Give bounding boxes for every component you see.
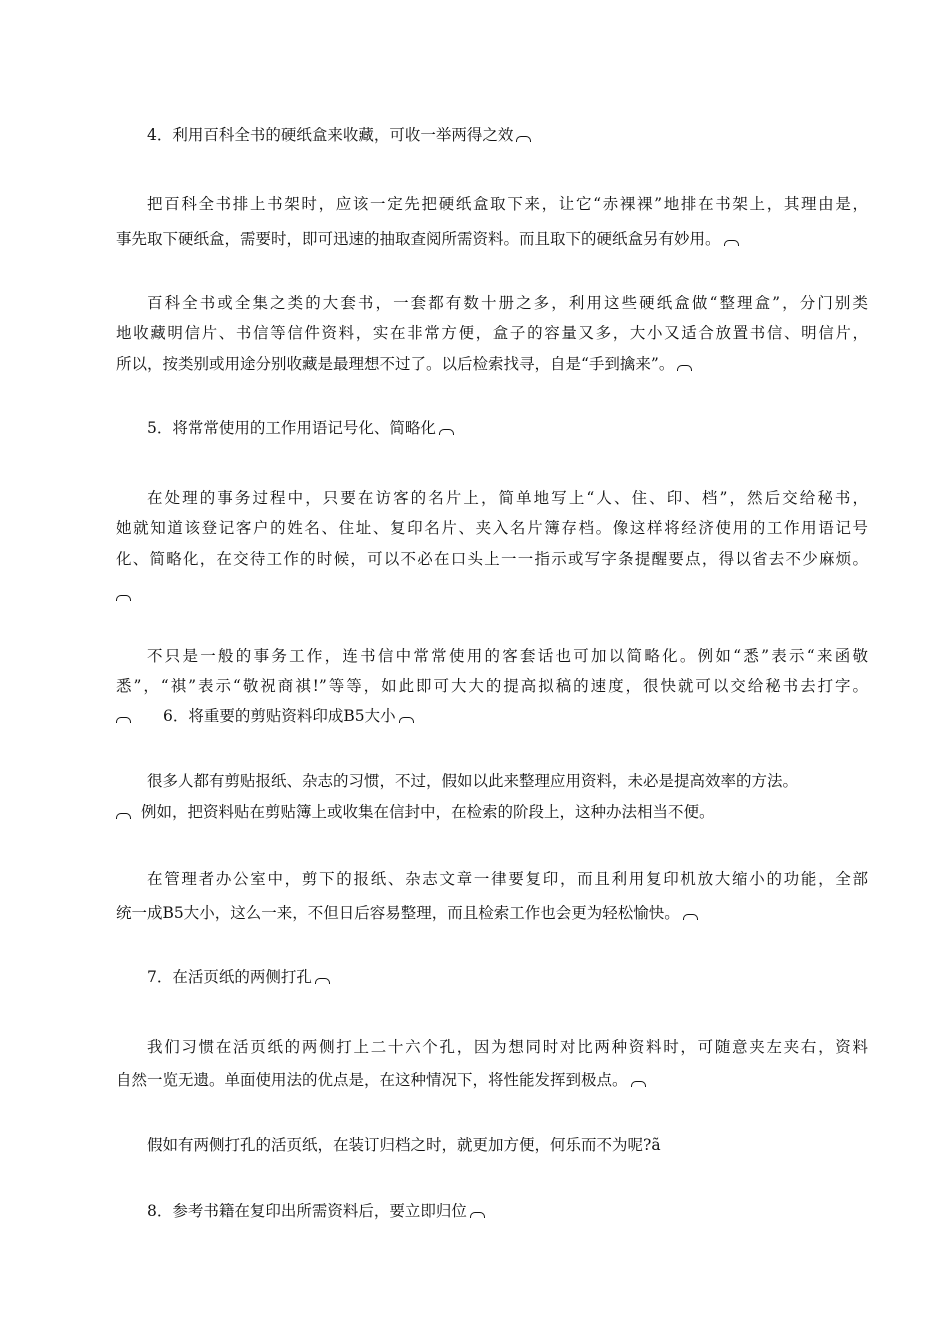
text-line: 例如，把资料贴在剪贴簿上或收集在信封中，在检索的阶段上，这种办法相当不便。 — [116, 801, 715, 823]
text-line: 所以，按类别或用途分别收藏是最理想不过了。以后检索找寻，自是“手到擒来”。 — [116, 353, 692, 375]
paragraph-mark-icon — [116, 595, 131, 601]
text-line: 在管理者办公室中，剪下的报纸、杂志文章一律要复印，而且利用复印机放大缩小的功能，全部 — [147, 870, 868, 888]
paragraph-mark-icon — [439, 429, 454, 435]
text-line: 统一成B5大小，这么一来，不但日后容易整理，而且检索工作也会更为轻松愉快。 — [116, 902, 698, 924]
text-line: 百科全书或全集之类的大套书，一套都有数十册之多，利用这些硬纸盒做“整理盒”，分门别类 — [147, 294, 868, 312]
text-line: 把百科全书排上书架时，应该一定先把硬纸盒取下来，让它“赤裸裸”地排在书架上，其理由是， — [147, 195, 868, 213]
text-line: 化、简略化，在交待工作的时候，可以不必在口头上一一指示或写字条提醒要点，得以省去不少麻烦。 — [116, 550, 868, 568]
text-line: 悉”，“祺”表示“敬祝商祺!”等等，如此即可大大的提高拟稿的速度，很快就可以交给秘书去打字。 — [116, 677, 868, 695]
paragraph-mark-icon — [516, 136, 531, 142]
paragraph-mark-icon — [116, 813, 131, 819]
heading-7: 7．在活页纸的两侧打孔 — [147, 966, 330, 988]
paragraph-mark-icon — [315, 978, 330, 984]
text-line: 不只是一般的事务工作，连书信中常常使用的客套话也可加以简略化。例如“悉”表示“来函敬 — [147, 647, 868, 665]
text-line: 自然一览无遗。单面使用法的优点是，在这种情况下，将性能发挥到极点。 — [116, 1069, 646, 1091]
paragraph-mark-icon — [116, 717, 131, 723]
paragraph-mark-icon — [470, 1212, 485, 1218]
paragraph-mark-icon — [631, 1081, 646, 1087]
paragraph-mark-icon — [683, 914, 698, 920]
text-line: 地收藏明信片、书信等信件资料，实在非常方便，盒子的容量又多，大小又适合放置书信、明信片， — [116, 324, 868, 342]
text-line: 假如有两侧打孔的活页纸，在装订归档之时，就更加方便，何乐而不为呢?ã — [147, 1136, 661, 1154]
text-line: 很多人都有剪贴报纸、杂志的习惯，不过，假如以此来整理应用资料，未必是提高效率的方法。 — [147, 772, 799, 790]
paragraph-mark-icon — [677, 365, 692, 371]
heading-4: 4．利用百科全书的硬纸盒来收藏，可收一举两得之效 — [147, 124, 531, 146]
text-line: 在处理的事务过程中，只要在访客的名片上，简单地写上“人、住、印、档”，然后交给秘书， — [147, 489, 868, 507]
text-line: 我们习惯在活页纸的两侧打上二十六个孔，因为想同时对比两种资料时，可随意夹左夹右，资料 — [147, 1038, 868, 1056]
heading-5: 5．将常常使用的工作用语记号化、简略化 — [147, 417, 454, 439]
heading-6: 6．将重要的剪贴资料印成B5大小 — [116, 705, 414, 727]
paragraph-mark-icon — [724, 240, 739, 246]
paragraph-mark-icon — [399, 717, 414, 723]
text-line: 她就知道该登记客户的姓名、住址、复印名片、夹入名片簿存档。像这样将经济使用的工作用语记号 — [116, 519, 868, 537]
text-line: 事先取下硬纸盒，需要时，即可迅速的抽取查阅所需资料。而且取下的硬纸盒另有妙用。 — [116, 228, 739, 250]
heading-8: 8．参考书籍在复印出所需资料后，要立即归位 — [147, 1200, 485, 1222]
paragraph-mark-line — [116, 583, 131, 605]
